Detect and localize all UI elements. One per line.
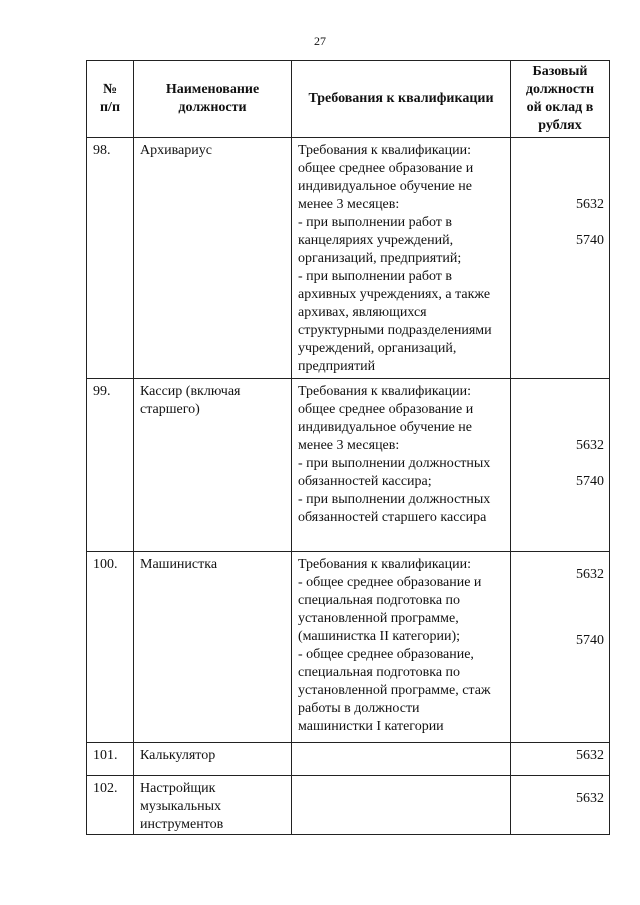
salary-value: 5632 [576,438,604,453]
position-name-line: инструментов [140,817,224,832]
requirement-line: архивах, являющихся [298,305,427,320]
header-number-line: № [102,82,118,97]
requirement-line: - при выполнении работ в [298,215,453,230]
requirement-line: структурными подразделениями [298,323,492,338]
requirement-line: архивных учреждениях, а также [298,287,491,302]
header-position-line: должности [178,100,247,115]
base-salary [511,379,610,552]
requirement-line: индивидуальное обучение не [298,420,472,435]
header-salary-line: ой оклад в [526,100,594,115]
position-name [134,552,292,743]
requirement-line: Требования к квалификации: [298,384,471,399]
position-name [134,138,292,379]
requirement-line: машинистки I категории [298,719,444,734]
qualification-table [86,60,610,835]
position-name [134,776,292,835]
requirements-text [292,776,511,835]
salary-value: 5740 [576,633,604,648]
requirement-line: индивидуальное обучение не [298,179,472,194]
salary-value: 5632 [576,748,604,763]
header-number-line: п/п [99,100,121,115]
requirement-line: специальная подготовка по [298,593,461,608]
requirement-line: - при выполнении должностных [298,492,491,507]
row-number: 98. [87,138,134,379]
salary-value: 5740 [576,233,604,248]
position-name-line: Настройщик [140,781,216,796]
requirement-line: организаций, предприятий; [298,251,462,266]
requirement-line: работы в должности [298,701,420,716]
header-requirements-line: Требования к квалификации [308,91,494,106]
requirement-line: общее среднее образование и [298,402,474,417]
requirement-line: учреждений, организаций, [298,341,457,356]
position-name-line: музыкальных [140,799,221,814]
salary-value: 5632 [576,791,604,806]
position-name-line: Кассир (включая [140,384,241,399]
header-position-name [134,61,292,138]
base-salary [511,776,610,835]
salary-value: 5740 [576,474,604,489]
salary-value: 5632 [576,197,604,212]
table-row [87,776,610,835]
position-name [134,379,292,552]
requirement-line: менее 3 месяцев: [298,197,400,212]
table-row [87,743,610,776]
row-number: 102. [87,776,134,835]
header-base-salary [511,61,610,138]
base-salary [511,552,610,743]
requirements-text [292,743,511,776]
requirements-text [292,138,511,379]
requirement-line: Требования к квалификации: [298,557,471,572]
header-salary-line: Базовый [532,64,588,79]
position-name-line: Машинистка [140,557,218,572]
table-row [87,138,610,379]
header-salary-line: должностн [525,82,595,97]
row-number: 99. [87,379,134,552]
row-number: 101. [87,743,134,776]
requirement-line: общее среднее образование и [298,161,474,176]
requirement-line: предприятий [298,359,376,374]
requirement-line: специальная подготовка по [298,665,461,680]
table-row [87,379,610,552]
requirement-line: менее 3 месяцев: [298,438,400,453]
requirement-line: канцеляриях учреждений, [298,233,454,248]
requirements-text [292,552,511,743]
position-name [134,743,292,776]
table-header-row [87,61,610,138]
requirement-line: обязанностей старшего кассира [298,510,487,525]
base-salary [511,138,610,379]
row-number: 100. [87,552,134,743]
requirement-line: (машинистка II категории); [298,629,461,644]
header-salary-line: рублях [538,118,582,133]
base-salary [511,743,610,776]
position-name-line: Калькулятор [140,748,216,763]
requirement-line: - при выполнении должностных [298,456,491,471]
requirement-line: установленной программе, стаж [298,683,491,698]
requirement-line: Требования к квалификации: [298,143,471,158]
requirement-line: - общее среднее образование, [298,647,474,662]
requirement-line: установленной программе, [298,611,459,626]
header-position-line: Наименование [165,82,260,97]
header-requirements [292,61,511,138]
table-row [87,552,610,743]
requirement-line: - при выполнении работ в [298,269,453,284]
position-name-line: Архивариус [140,143,212,158]
page-number: 27 [314,34,326,48]
requirement-line: обязанностей кассира; [298,474,432,489]
position-name-line: старшего) [140,402,200,417]
header-number [87,61,134,138]
requirements-text [292,379,511,552]
requirement-line: - общее среднее образование и [298,575,482,590]
salary-value: 5632 [576,567,604,582]
